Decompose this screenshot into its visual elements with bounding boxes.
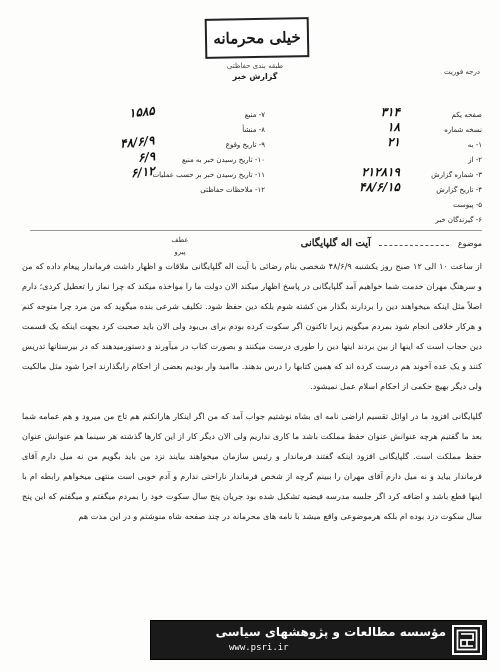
classification-label: طبقه بندی حفاظتی — [226, 62, 284, 70]
report-body — [22, 256, 482, 536]
field-row — [45, 163, 265, 183]
field-row — [45, 149, 265, 168]
subject-value: آیت اله گلپایگانی — [300, 238, 371, 249]
field-value: ۴۸/۶/۹ — [119, 133, 156, 151]
institute-logo-icon — [452, 625, 482, 655]
header-fields-left — [45, 103, 265, 198]
field-row — [267, 180, 482, 198]
field-label: ۴- تاریخ گزارش — [436, 186, 482, 194]
field-label: نسخه شماره — [444, 126, 482, 134]
priority-label: درجه فوریت — [444, 68, 480, 76]
field-label: ۱۰- تاریخ رسیدن خبر به منبع — [182, 156, 265, 164]
field-row — [45, 103, 265, 123]
institute-url: www.psri.ir — [229, 643, 289, 653]
field-row — [45, 133, 265, 153]
header-divider — [30, 230, 482, 231]
institute-banner — [150, 620, 487, 660]
field-label: ۱۲- ملاحظات حفاظتی — [200, 186, 265, 194]
field-row — [267, 198, 482, 213]
institute-name: مؤسسه مطالعات و پژوهشهای سیاسی — [215, 625, 446, 639]
field-value: ۳۱۴ — [380, 105, 400, 119]
field-value: ۲۱ — [387, 135, 400, 149]
field-label: ۲- از — [468, 156, 482, 164]
field-label: ۱۱- تاریخ رسیدن خبر بر حسب عملیات — [152, 171, 265, 179]
field-value: ۱۸ — [387, 120, 400, 134]
field-label: ۶- گیرندگان خبر — [435, 216, 482, 224]
field-label: صفحه یکم — [451, 111, 482, 119]
field-label: ۸- منشأ — [242, 126, 265, 134]
field-row — [267, 105, 482, 123]
field-row — [45, 183, 265, 198]
field-row — [267, 135, 482, 153]
field-label: ۳- شماره گزارش — [431, 171, 482, 179]
subject-line — [301, 238, 482, 249]
attachment-label: عطف — [171, 236, 189, 244]
field-label: ۹- تاریخ وقوع — [225, 141, 265, 149]
field-label: ۱- به — [467, 141, 482, 149]
subject-divider — [379, 245, 449, 246]
header-fields-right — [267, 105, 482, 228]
field-row — [267, 213, 482, 228]
field-value: ۲۱۲۸۱۹ — [361, 165, 400, 179]
body-paragraph: گلپایگانی افزود ما در اوائل تقسیم اراضی نامه ای بشاه نوشتیم جواب آمد که من اگر اینکار هارانکنم هم تاج من میرود و هم عمامه شما بعد ما گفتیم هرچه عنوانش عنوان حفظ مملکت باشد ما کاری نداریم ولی الان دیگر کار از این کارها گذشته هر سینما هم عنوانش عنوان حفظ مملکت است. گلپایگانی افزود اینکه گفتند فرماندار و رئیس سازمان میخواهند بیایند نزد من باید بگویم من نه میل دارم آقای فرماندار بیاید و نه میل دارم آقای مهران را ببینم گرچه از شخص فرماندار ناراحتی ندارم و آدم خوبی است منتهی میخواهم رابطه ام با اینها قطع باشد و اضافه کرد اگر جلسه مدرسه فیضیه تشکیل شده بود جریان پنج سال سکوت خود را بمردم میگفتم و میگفتم که این پنج سال سکوت دزد بوده ام بلکه هرموضوعی واقع میشد با نامه های محرمانه در چند صفحه شاه منوشتم و در این مدت هم — [22, 411, 482, 521]
field-value: ۶/۹ — [136, 149, 156, 165]
field-value: ۱۵۸۵ — [128, 103, 156, 121]
attachment-sub-label: پیرو — [174, 248, 186, 256]
field-row — [267, 120, 482, 138]
attachment-box — [150, 236, 210, 256]
subject-label: موضوع — [457, 239, 482, 248]
report-type: گزارش خبر — [232, 72, 278, 81]
classification-stamp: خیلی محرمانه — [205, 17, 310, 59]
field-row — [45, 123, 265, 138]
body-paragraph: از ساعت ۱۰ الی ۱۲ صبح روز یکشنبه ۴۸/۶/۹ شخصی بنام رضائی با آیت اله گلپایگانی ملاقات و اظهار داشت فرماندار پیغام داده که من و سرهنگ مهران خدمت شما خواهیم آمد گلپایگانی در پاسخ اظهار میکند الان دولت ما را مواخذه میکند که چرا نماز را تعطیل کردی؛ دارم اصلاً مثل اینکه میخواهند دین را بردارند بگذار من کشته شوم بلکه دین حفظ شود. تکلیف شرعی بنده میگوید که من مرد چرا متوجه کنم و هرکار خلافی انجام شود بمردم میگویم زیرا تاکنون اگر سکوت کرده بودم برای بی‌بود ولی الان باید صحبت کرد بجهت اینکه یک قسمت دین حجاب است که اینها از بین بردند اینها دین را طوری درست میکنند و بصورت کتاب در میآورند و دستورمیدهند که در بیرستانها تدریس کنند و یک عده آخوند هم درست کرده اند که همین کتابها را درس بدهند. ماامید وار بودیم بعضی از احکام رابگذارند اجرا شود مثل مالکیت ولی دیگر بهیچ حکمی از احکام اسلام عمل نمیشود. — [22, 261, 482, 391]
field-value: ۴۸/۶/۱۵ — [359, 180, 400, 194]
field-value: ۶/۱۲ — [130, 163, 156, 181]
field-label: ۷- منبع — [244, 111, 265, 119]
field-label: ۵- پیوست — [453, 201, 482, 209]
